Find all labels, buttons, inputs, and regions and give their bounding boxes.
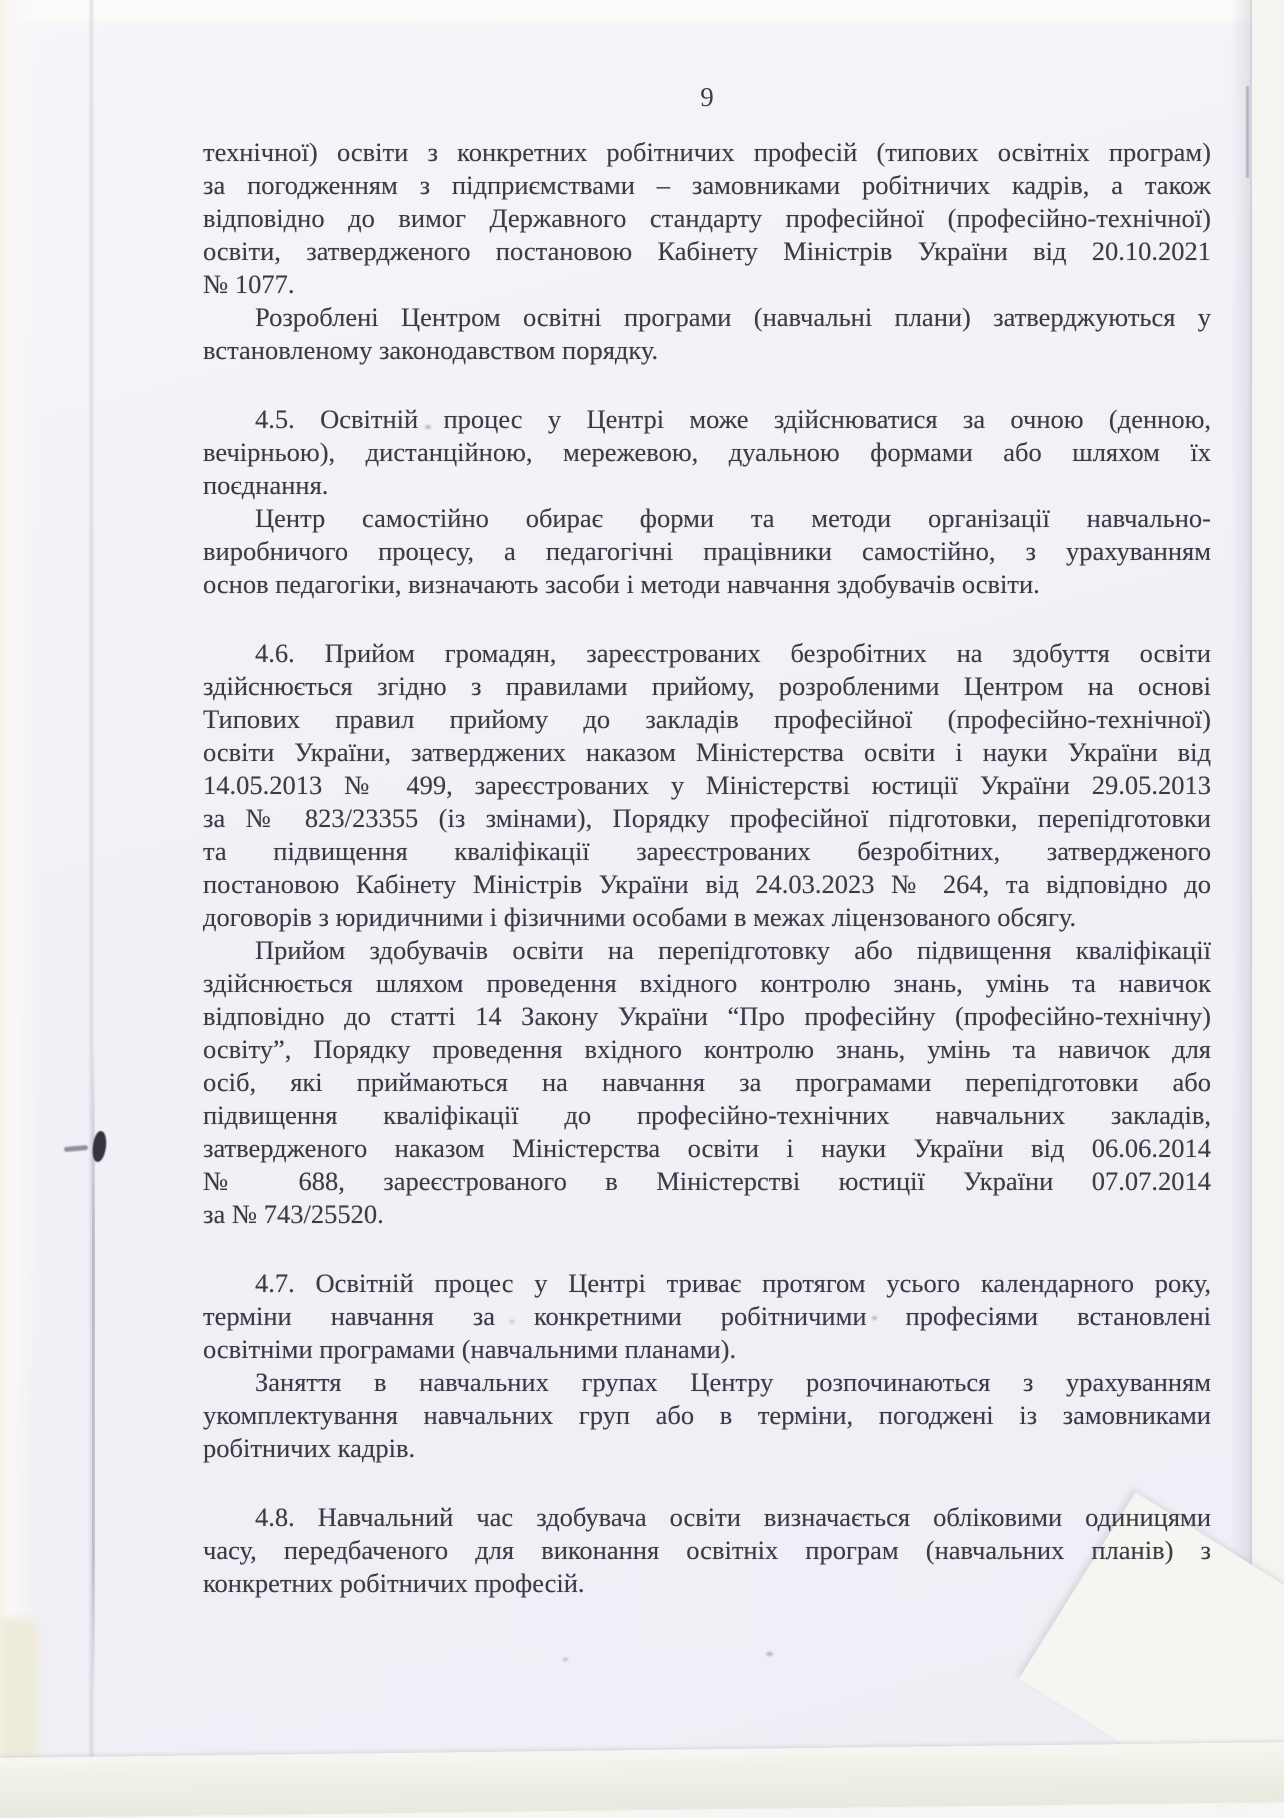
text-line: здійснюється згідно з правилами прийому, розробленими Центром на основі — [203, 671, 1211, 701]
text-line: освіти, затвердженого постановою Кабінету Міністрів України від 20.10.2021 — [203, 236, 1211, 266]
text-line: освітніми програмами (навчальними планами). — [203, 1334, 737, 1364]
text-line: відповідно до вимог Державного стандарту професійної (професійно-технічної) — [203, 203, 1211, 233]
page-top-edge — [0, 0, 1284, 26]
text-line: Центр самостійно обирає форми та методи організації навчально- — [255, 503, 1211, 533]
text-line: Типових правил прийому до закладів професійної (професійно-технічної) — [203, 704, 1211, 734]
text-line: постановою Кабінету Міністрів України від 24.03.2023 № 264, та відповідно до — [203, 869, 1211, 899]
page-right-shadow — [1230, 0, 1252, 1784]
text-line: терміни навчання за конкретними робітничими професіями встановлені — [203, 1301, 1211, 1331]
text-line: Заняття в навчальних групах Центру розпочинаються з урахуванням — [255, 1367, 1211, 1397]
page-number: 9 — [700, 82, 714, 112]
text-line: відповідно до статті 14 Закону України “Про професійну (професійно-технічну) — [203, 1001, 1211, 1031]
text-line: встановленому законодавством порядку. — [203, 335, 659, 365]
text-line: укомплектування навчальних груп або в терміни, погоджені із замовниками — [203, 1400, 1211, 1430]
text-line: 4.5. Освітній процес у Центрі може здійснюватися за очною (денною, — [255, 404, 1211, 434]
page-right-edge — [1252, 0, 1284, 1784]
text-line: осіб, які приймаються на навчання за програмами перепідготовки або — [203, 1067, 1211, 1097]
text-line: технічної) освіти з конкретних робітничих професій (типових освітніх програм) — [203, 137, 1211, 167]
text-line: за погодженням з підприємствами – замовниками робітничих кадрів, а також — [203, 170, 1211, 200]
text-line: та підвищення кваліфікації зареєстрованих безробітних, затвердженого — [203, 836, 1211, 866]
text-line: Розроблені Центром освітні програми (навчальні плани) затверджуються у — [255, 302, 1211, 332]
text-line: 4.8. Навчальний час здобувача освіти визначається обліковими одиницями — [255, 1502, 1211, 1532]
text-line: 4.7. Освітній процес у Центрі триває протягом усього календарного року, — [255, 1268, 1211, 1298]
text-line: № 1077. — [203, 269, 295, 299]
text-line: часу, передбаченого для виконання освітніх програм (навчальних планів) з — [203, 1535, 1211, 1565]
text-line: за № 823/23355 (із змінами), Порядку професійної підготовки, перепідготовки — [203, 803, 1211, 833]
text-line: поєднання. — [203, 470, 329, 500]
text-line: договорів з юридичними і фізичними особами в межах ліцензованого обсягу. — [203, 902, 1077, 932]
text-line: освіти України, затверджених наказом Міністерства освіти і науки України від — [203, 737, 1211, 767]
text-line: № 688, зареєстрованого в Міністерстві юстиції України 07.07.2014 — [203, 1166, 1211, 1196]
text-line: робітничих кадрів. — [203, 1433, 416, 1463]
text-line: 4.6. Прийом громадян, зареєстрованих безробітних на здобуття освіти — [255, 638, 1211, 668]
text-line: за № 743/25520. — [203, 1199, 384, 1229]
scan-speck — [766, 1652, 773, 1656]
page-left-edge — [0, 0, 40, 1784]
scan-streak — [1246, 86, 1249, 178]
scan-speck — [563, 1658, 568, 1661]
text-line: затвердженого наказом Міністерства освіти і науки України від 06.06.2014 — [203, 1133, 1211, 1163]
text-line: освіту”, Порядку проведення вхідного контролю знань, умінь та навичок для — [203, 1034, 1211, 1064]
text-line: Прийом здобувачів освіти на перепідготовку або підвищення кваліфікації — [255, 935, 1211, 965]
text-line: підвищення кваліфікації до професійно-технічних навчальних закладів, — [203, 1100, 1211, 1130]
document-text — [203, 136, 1211, 1600]
text-line: 14.05.2013 № 499, зареєстрованих у Міністерстві юстиції України 29.05.2013 — [203, 770, 1211, 800]
text-line: конкретних робітничих професій. — [203, 1568, 585, 1598]
text-line: основ педагогіки, визначають засоби і методи навчання здобувачів освіти. — [203, 569, 1040, 599]
text-line: вечірньою), дистанційною, мережевою, дуальною формами або шляхом їх — [203, 437, 1211, 467]
text-line: здійснюється шляхом проведення вхідного контролю знань, умінь та навичок — [203, 968, 1211, 998]
text-line: виробничого процесу, а педагогічні працівники самостійно, з урахуванням — [203, 536, 1211, 566]
